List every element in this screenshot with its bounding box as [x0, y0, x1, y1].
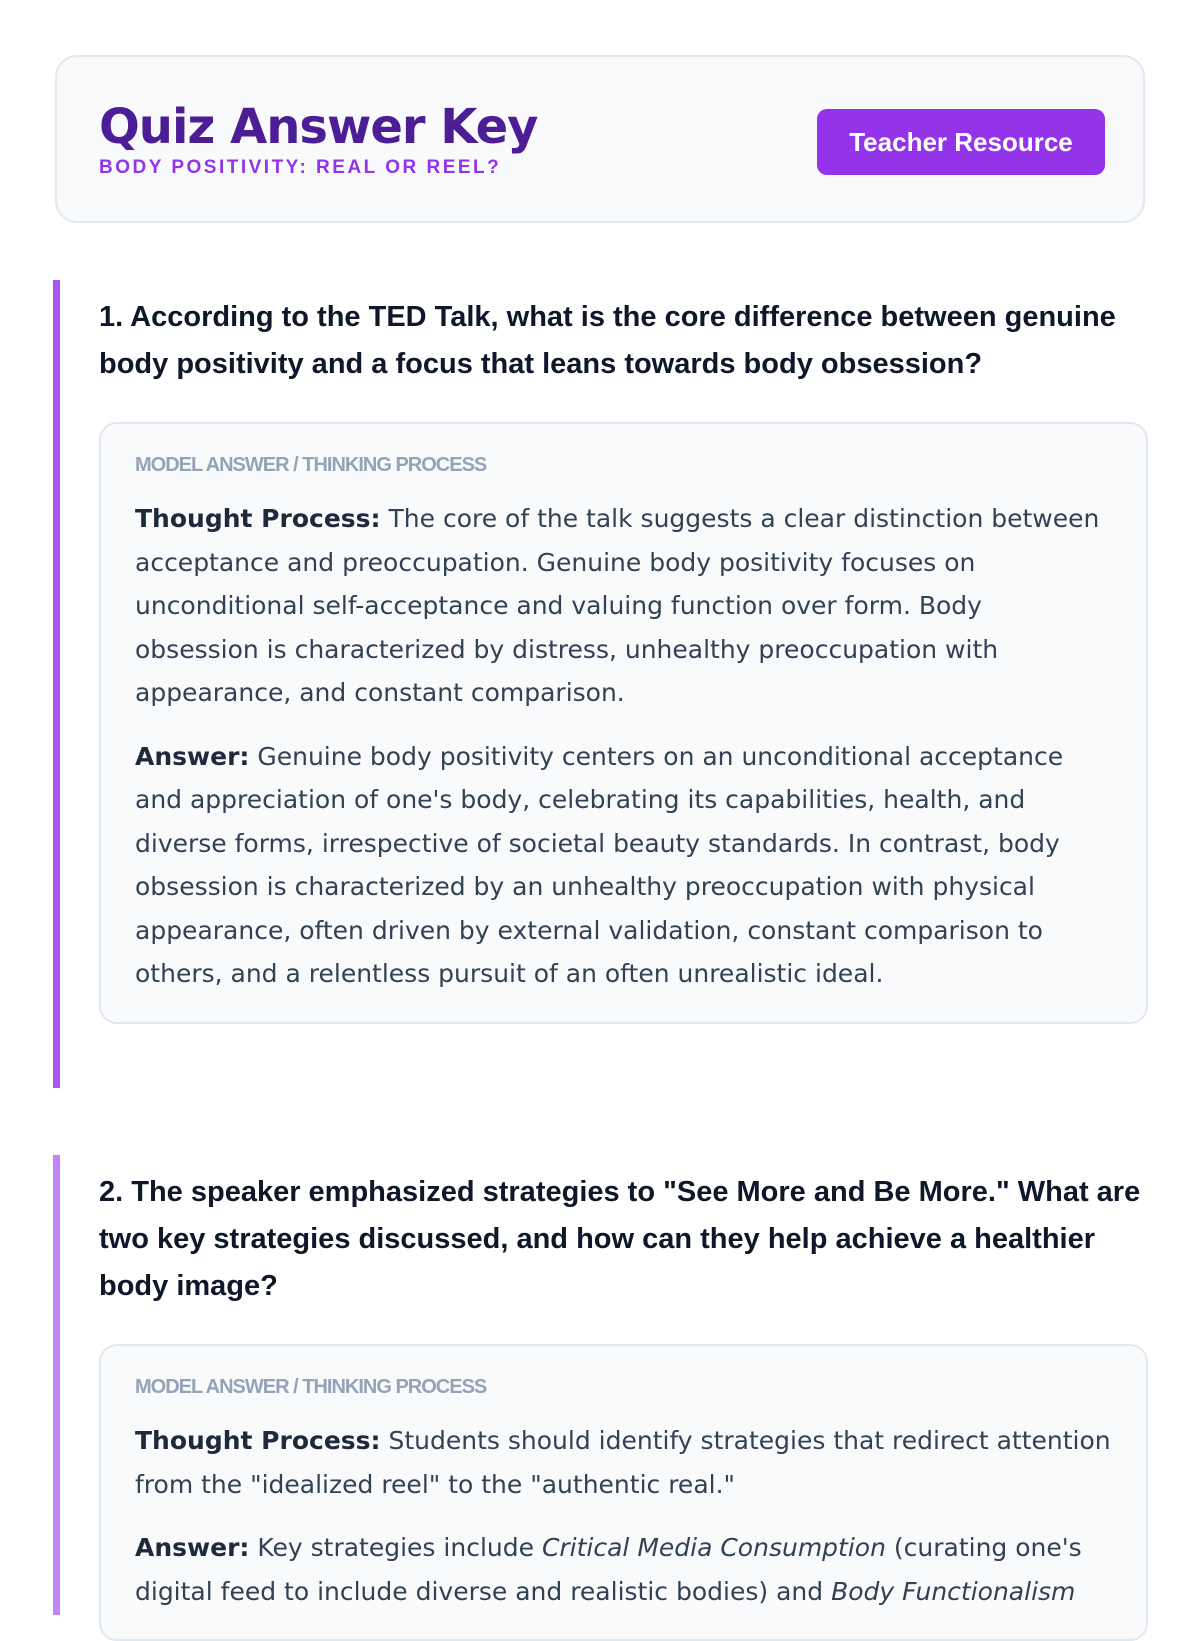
answer-label: Answer: — [135, 741, 250, 771]
thought-process-label: Thought Process: — [135, 1426, 381, 1455]
thought-process — [135, 497, 1112, 715]
question-text: 1. According to the TED Talk, what is the core difference between genuine body positivity and a focus that leans towards body obsession? — [99, 301, 1116, 380]
answer-text: Key strategies include — [257, 1533, 534, 1562]
strategy-critical-media: Critical Media Consumption — [541, 1533, 886, 1562]
thought-process-text: The core of the talk suggests a clear distinction between acceptance and preoccupation. Genuine body positivity focuses on unconditional self-acceptance and valuing function over form. Body obsession is characterized by distress, unhealthy preoccupation with appearance, and constant comparison. — [135, 504, 1100, 707]
answer-label: Answer: — [135, 1533, 250, 1562]
header-card — [55, 55, 1145, 223]
model-answer-box — [99, 1344, 1148, 1641]
model-answer-box — [99, 422, 1148, 1024]
thought-process-text: Students should identify strategies that redirect attention from the "idealized reel" to the "authentic real." — [135, 1426, 1111, 1499]
model-answer-label: MODEL ANSWER / THINKING PROCESS — [135, 1376, 487, 1398]
question-text: 2. The speaker emphasized strategies to "See More and Be More." What are two key strategies discussed, and how can they help achieve a healthier body image? — [99, 1176, 1141, 1302]
thought-process — [135, 1419, 1112, 1506]
answer — [135, 735, 1112, 996]
model-answer-label: MODEL ANSWER / THINKING PROCESS — [135, 454, 487, 476]
answer-text: Genuine body positivity centers on an unconditional acceptance and appreciation of one's body, celebrating its capabilities, health, and diverse forms, irrespective of societal beauty standards. In contrast, body obsession is characterized by an unhealthy preoccupation with physical appearance, often driven by external validation, constant comparison to others, and a relentless pursuit of an often unrealistic ideal. — [135, 741, 1064, 988]
page-title: Quiz Answer Key — [99, 99, 538, 155]
question-2 — [53, 1155, 1148, 1615]
answer-text-continued: (curating one's digital feed to include diverse and realistic bodies) and — [135, 1533, 1082, 1606]
page-subtitle: BODY POSITIVITY: REAL OR REEL? — [99, 157, 502, 178]
question-1 — [53, 280, 1148, 1088]
strategy-body-functionalism: Body Functionalism — [831, 1576, 1076, 1606]
teacher-resource-badge: Teacher Resource — [817, 109, 1105, 175]
thought-process-label: Thought Process: — [135, 504, 381, 533]
